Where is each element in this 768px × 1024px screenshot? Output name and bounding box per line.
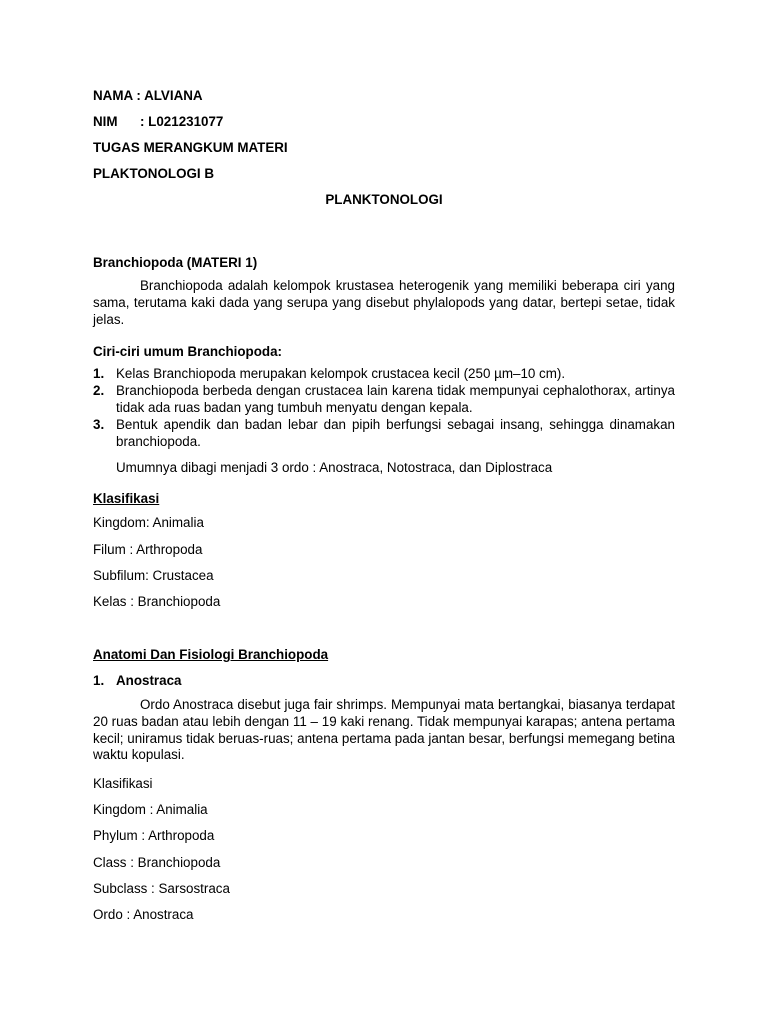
subheading-number: 1. [93, 673, 105, 688]
klasifikasi-kingdom: Kingdom: Animalia [93, 515, 204, 530]
anostraca-phylum: Phylum : Arthropoda [93, 828, 215, 843]
anostraca-paragraph: Ordo Anostraca disebut juga fair shrimps. Mempunyai mata bertangkai, biasanya terdapat 20 ruas badan atau lebih dengan 11 – 19 kaki renang. Tidak mempunyai karapas; antena pertama kecil; uniramus tidak beruas-ruas; antena pertama pada jantan besar, berfungsi memegang betina waktu kopulasi. [93, 697, 675, 763]
course-name: PLAKTONOLOGI B [93, 166, 215, 181]
list-item-text: Branchiopoda berbeda dengan crustacea lain karena tidak mempunyai cephalothorax, artinya tidak ada ruas badan yang tumbuh menyatu dengan kepala. [116, 383, 675, 415]
student-name: NAMA : ALVIANA [93, 88, 203, 103]
list-item [93, 383, 675, 417]
assignment-title: TUGAS MERANGKUM MATERI [93, 140, 288, 155]
anostraca-ordo: Ordo : Anostraca [93, 907, 194, 922]
klasifikasi-subfilum: Subfilum: Crustacea [93, 568, 214, 583]
subheading-title: Anostraca [116, 673, 182, 688]
klasifikasi-kelas: Kelas : Branchiopoda [93, 594, 221, 609]
document-title: PLANKTONOLOGI [325, 192, 443, 207]
list-item [93, 366, 675, 383]
klasifikasi-filum: Filum : Arthropoda [93, 542, 203, 557]
anostraca-kingdom: Kingdom : Animalia [93, 802, 208, 817]
list-item-number: 2. [93, 383, 105, 398]
ciri-heading: Ciri-ciri umum Branchiopoda: [93, 344, 282, 359]
nim-value: : L021231077 [140, 114, 224, 129]
anostraca-class: Class : Branchiopoda [93, 855, 221, 870]
student-nim [93, 114, 223, 130]
list-item-number: 3. [93, 417, 105, 432]
list-item [93, 417, 675, 451]
anostraca-klasifikasi-label: Klasifikasi [93, 776, 153, 791]
list-item-number: 1. [93, 366, 105, 381]
klasifikasi-heading: Klasifikasi [93, 491, 160, 506]
anostraca-subheading [93, 673, 182, 689]
anatomi-heading: Anatomi Dan Fisiologi Branchiopoda [93, 647, 329, 662]
section-heading-branchiopoda: Branchiopoda (MATERI 1) [93, 255, 258, 270]
ordo-summary: Umumnya dibagi menjadi 3 ordo : Anostraca, Notostraca, dan Diplostraca [116, 460, 553, 475]
intro-paragraph: Branchiopoda adalah kelompok krustasea heterogenik yang memiliki beberapa ciri yang sama, terutama kaki dada yang serupa yang disebut phylalopods yang datar, bertepi setae, tidak jelas. [93, 278, 675, 327]
list-item-text: Kelas Branchiopoda merupakan kelompok crustacea kecil (250 µm–10 cm). [116, 366, 566, 381]
list-item-text: Bentuk apendik dan badan lebar dan pipih berfungsi sebagai insang, sehingga dinamakan branchiopoda. [116, 417, 675, 449]
anostraca-subclass: Subclass : Sarsostraca [93, 881, 230, 896]
nim-label: NIM [93, 114, 118, 129]
